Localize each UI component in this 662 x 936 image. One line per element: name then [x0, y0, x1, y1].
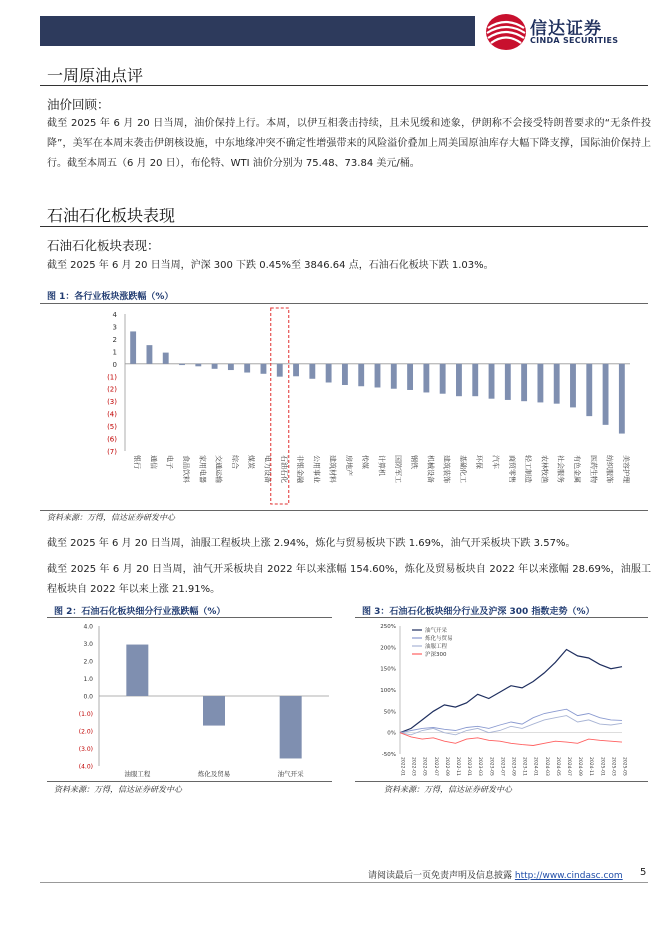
- section-rule: [40, 226, 648, 227]
- x-tick-label: 2025-05: [621, 757, 627, 776]
- y-tick-label: 3.0: [83, 641, 93, 648]
- x-tick-label: 计算机: [377, 455, 386, 476]
- bar: [472, 364, 478, 396]
- x-tick-label: 2022-05: [421, 757, 427, 776]
- chart-subsector-trend: [358, 620, 648, 780]
- bar: [391, 364, 397, 389]
- page-number: 5: [640, 867, 647, 878]
- x-tick-label: 2023-05: [488, 757, 494, 776]
- bar: [212, 364, 218, 369]
- x-tick-label: 交通运输: [214, 455, 223, 483]
- y-tick-label: 150%: [380, 666, 396, 673]
- bar: [293, 364, 299, 376]
- y-tick-label: 0: [112, 360, 117, 369]
- x-tick-label: 有色金属: [572, 455, 581, 483]
- y-tick-label: 1: [112, 348, 117, 357]
- section-title-oil-review: 一周原油点评: [47, 66, 144, 85]
- y-tick-label: (1.0): [78, 711, 93, 718]
- y-tick-label: (2.0): [78, 728, 93, 736]
- x-tick-label: 炼化及贸易: [197, 770, 231, 778]
- x-tick-label: 医药生物: [589, 455, 598, 483]
- x-tick-label: 2024-05: [554, 757, 560, 776]
- x-tick-label: 基础化工: [458, 455, 467, 483]
- x-tick-label: 电力设备: [263, 455, 272, 483]
- bar: [195, 364, 201, 366]
- bar: [147, 345, 153, 364]
- figure2-title: 图 2：石油石化板块细分行业涨跌幅（%）: [54, 607, 226, 617]
- bar: [423, 364, 429, 393]
- x-tick-label: 2022-09: [443, 757, 449, 776]
- bar: [203, 696, 225, 726]
- y-tick-label: (1): [107, 373, 117, 382]
- figure3-title: 图 3：石油石化板块细分行业及沪深 300 指数走势（%）: [362, 607, 595, 617]
- bar: [554, 364, 560, 404]
- y-tick-label: 0.0: [83, 693, 93, 701]
- x-tick-label: 钢铁: [410, 455, 419, 469]
- y-tick-label: 100%: [380, 688, 396, 694]
- x-tick-label: 油气开采: [277, 770, 304, 778]
- figure-divider: [40, 303, 648, 304]
- x-tick-label: 2025-01: [599, 757, 605, 776]
- x-tick-label: 2023-11: [521, 757, 527, 776]
- bar: [228, 364, 234, 370]
- x-tick-label: 2024-01: [532, 757, 538, 776]
- bar: [358, 364, 364, 386]
- figure-divider: [47, 781, 332, 782]
- y-tick-label: (6): [107, 435, 117, 444]
- y-tick-label: 4.0: [83, 623, 93, 631]
- bar: [126, 645, 148, 696]
- x-tick-label: 2023-09: [510, 757, 516, 776]
- paragraph-oil-price: 截至 2025 年 6 月 20 日当周，油价保持上行。本周，以伊互相袭击持续，且未见缓和迹象，伊朗称不会接受特朗普要求的“无条件投降”，美军在本周末袭击伊朗核设施，中东地缘冲突不确定性增强带来的风险溢价叠加上周美国原油库存大幅下降支撑，国际油价保持上行。截至本周五（6 月 20 日），布伦特、WTI 油价分别为 75.48、73.84 美元/桶。: [47, 118, 651, 169]
- figure1-title: 图 1：各行业板块涨跌幅（%）: [47, 292, 174, 302]
- bar: [375, 364, 381, 388]
- bar: [603, 364, 609, 425]
- bar: [619, 364, 625, 434]
- bar: [280, 696, 302, 758]
- bar: [407, 364, 413, 390]
- x-tick-label: 2022-11: [455, 757, 460, 776]
- figure2-source: 资料来源：万得，信达证券研发中心: [54, 785, 182, 794]
- x-tick-label: 电子: [165, 455, 174, 469]
- series-line: [400, 709, 622, 733]
- x-tick-label: 石油石化: [279, 455, 288, 483]
- x-tick-label: 2023-07: [499, 757, 505, 776]
- y-tick-label: (2): [107, 385, 117, 394]
- x-tick-label: 社会服务: [556, 455, 565, 483]
- bar: [570, 364, 576, 408]
- bar: [586, 364, 592, 416]
- logo-emblem-icon: [484, 12, 528, 52]
- figure-divider: [355, 617, 648, 618]
- section-title-sector-performance: 石油石化板块表现: [47, 206, 176, 225]
- bar: [537, 364, 543, 403]
- x-tick-label: 油服工程: [124, 770, 151, 778]
- x-tick-label: 2023-03: [477, 757, 483, 776]
- chart-subsector-performance: [47, 620, 337, 780]
- chart-industry-performance: [40, 306, 648, 508]
- y-tick-label: 200%: [380, 645, 396, 652]
- x-tick-label: 农林牧渔: [540, 455, 549, 483]
- subtitle-oil-price-review: 油价回顾：: [47, 97, 110, 112]
- x-tick-label: 机械设备: [426, 455, 435, 483]
- x-tick-label: 公用事业: [312, 455, 321, 483]
- bar: [179, 364, 185, 365]
- paragraph-subsector-weekly: 截至 2025 年 6 月 20 日当周，油服工程板块上涨 2.94%，炼化与贸易板块下跌 1.69%，油气开采板块下跌 3.57%。: [47, 538, 576, 549]
- bar: [342, 364, 348, 385]
- y-tick-label: (7): [107, 448, 117, 456]
- legend-label: 油气开采: [425, 628, 448, 634]
- bar: [326, 364, 332, 383]
- x-tick-label: 2022-07: [432, 757, 438, 776]
- paragraph-subsector-since-2022: 截至 2025 年 6 月 20 日当周，油气开采板块自 2022 年以来涨幅 154.60%，炼化及贸易板块自 2022 年以来涨幅 28.69%，油服工程板块自 2022 年以来上涨 21.91%。: [47, 564, 651, 595]
- x-tick-label: 家用电器: [198, 455, 207, 483]
- paragraph-sector-performance: 截至 2025 年 6 月 20 日当周，沪深 300 下跌 0.45%至 3846.64 点，石油石化板块下跌 1.03%。: [47, 260, 494, 271]
- figure3-source: 资料来源：万得，信达证券研发中心: [384, 785, 512, 794]
- logo-text-en: CINDA SECURITIES: [530, 36, 619, 45]
- y-tick-label: 2.0: [83, 658, 93, 666]
- x-tick-label: 通信: [149, 455, 158, 469]
- x-tick-label: 非银金融: [296, 455, 305, 483]
- y-tick-label: 50%: [383, 709, 396, 716]
- y-tick-label: (5): [107, 423, 117, 432]
- bar: [456, 364, 462, 396]
- y-tick-label: 0%: [387, 730, 396, 737]
- x-tick-label: 2022-03: [410, 757, 416, 776]
- bar: [130, 331, 136, 363]
- x-tick-label: 国防军工: [393, 455, 402, 483]
- footer-rule: [40, 882, 648, 883]
- y-tick-label: 3: [112, 323, 117, 332]
- y-tick-label: (4): [107, 410, 117, 419]
- x-tick-label: 银行: [133, 455, 142, 469]
- y-tick-label: (4.0): [78, 763, 93, 771]
- x-tick-label: 2025-03: [610, 757, 616, 776]
- bar: [309, 364, 315, 379]
- bar: [505, 364, 511, 400]
- x-tick-label: 轻工制造: [524, 455, 533, 483]
- x-tick-label: 2023-01: [466, 757, 472, 776]
- figure-divider: [40, 510, 648, 511]
- x-tick-label: 美容护理: [621, 455, 630, 483]
- x-tick-label: 建筑材料: [328, 455, 337, 483]
- figure-divider: [355, 781, 648, 782]
- x-tick-label: 商贸零售: [507, 455, 516, 483]
- company-logo: [484, 12, 644, 52]
- y-tick-label: 1.0: [83, 676, 93, 683]
- footer-website-link[interactable]: http://www.cindasc.com: [514, 871, 623, 881]
- x-tick-label: 传媒: [361, 455, 370, 469]
- x-tick-label: 环保: [475, 455, 484, 469]
- x-tick-label: 2024-07: [566, 757, 571, 776]
- y-tick-label: (3.0): [78, 746, 93, 753]
- legend-label: 油服工程: [425, 644, 448, 650]
- y-tick-label: 4: [112, 311, 117, 319]
- bar: [163, 353, 169, 364]
- logo-text-cn: 信达证券: [530, 19, 602, 39]
- x-tick-label: 纺织服饰: [605, 455, 614, 483]
- header-bar: [40, 16, 475, 46]
- y-tick-label: -50%: [381, 752, 396, 758]
- footer-disclaimer: [368, 868, 623, 881]
- footer-disclaimer-text: 请阅读最后一页免责声明及信息披露: [368, 871, 513, 881]
- x-tick-label: 2024-03: [543, 757, 549, 776]
- bar: [440, 364, 446, 394]
- x-tick-label: 2024-09: [577, 757, 583, 776]
- y-tick-label: (3): [107, 398, 117, 407]
- x-tick-label: 食品饮料: [182, 455, 191, 483]
- figure-divider: [47, 617, 332, 618]
- bar: [261, 364, 267, 374]
- section-rule: [40, 85, 648, 86]
- legend-label: 炼化与贸易: [425, 636, 453, 642]
- legend-label: 沪深300: [425, 652, 447, 658]
- x-tick-label: 2024-11: [588, 757, 594, 776]
- x-tick-label: 综合: [230, 455, 239, 469]
- x-tick-label: 煤炭: [247, 455, 256, 469]
- bar: [244, 364, 250, 373]
- bar: [521, 364, 527, 401]
- subtitle-sector-performance: 石油石化板块表现：: [47, 238, 160, 253]
- y-tick-label: 250%: [380, 624, 396, 630]
- series-line: [400, 716, 622, 735]
- series-line: [400, 733, 622, 746]
- y-tick-label: 2: [112, 335, 117, 344]
- x-tick-label: 房地产: [344, 455, 353, 476]
- bar: [277, 364, 283, 377]
- bar: [489, 364, 495, 399]
- x-tick-label: 建筑装饰: [442, 455, 451, 483]
- x-tick-label: 2022-01: [399, 757, 405, 776]
- figure1-source: 资料来源：万得，信达证券研发中心: [47, 513, 175, 522]
- x-tick-label: 汽车: [491, 455, 500, 469]
